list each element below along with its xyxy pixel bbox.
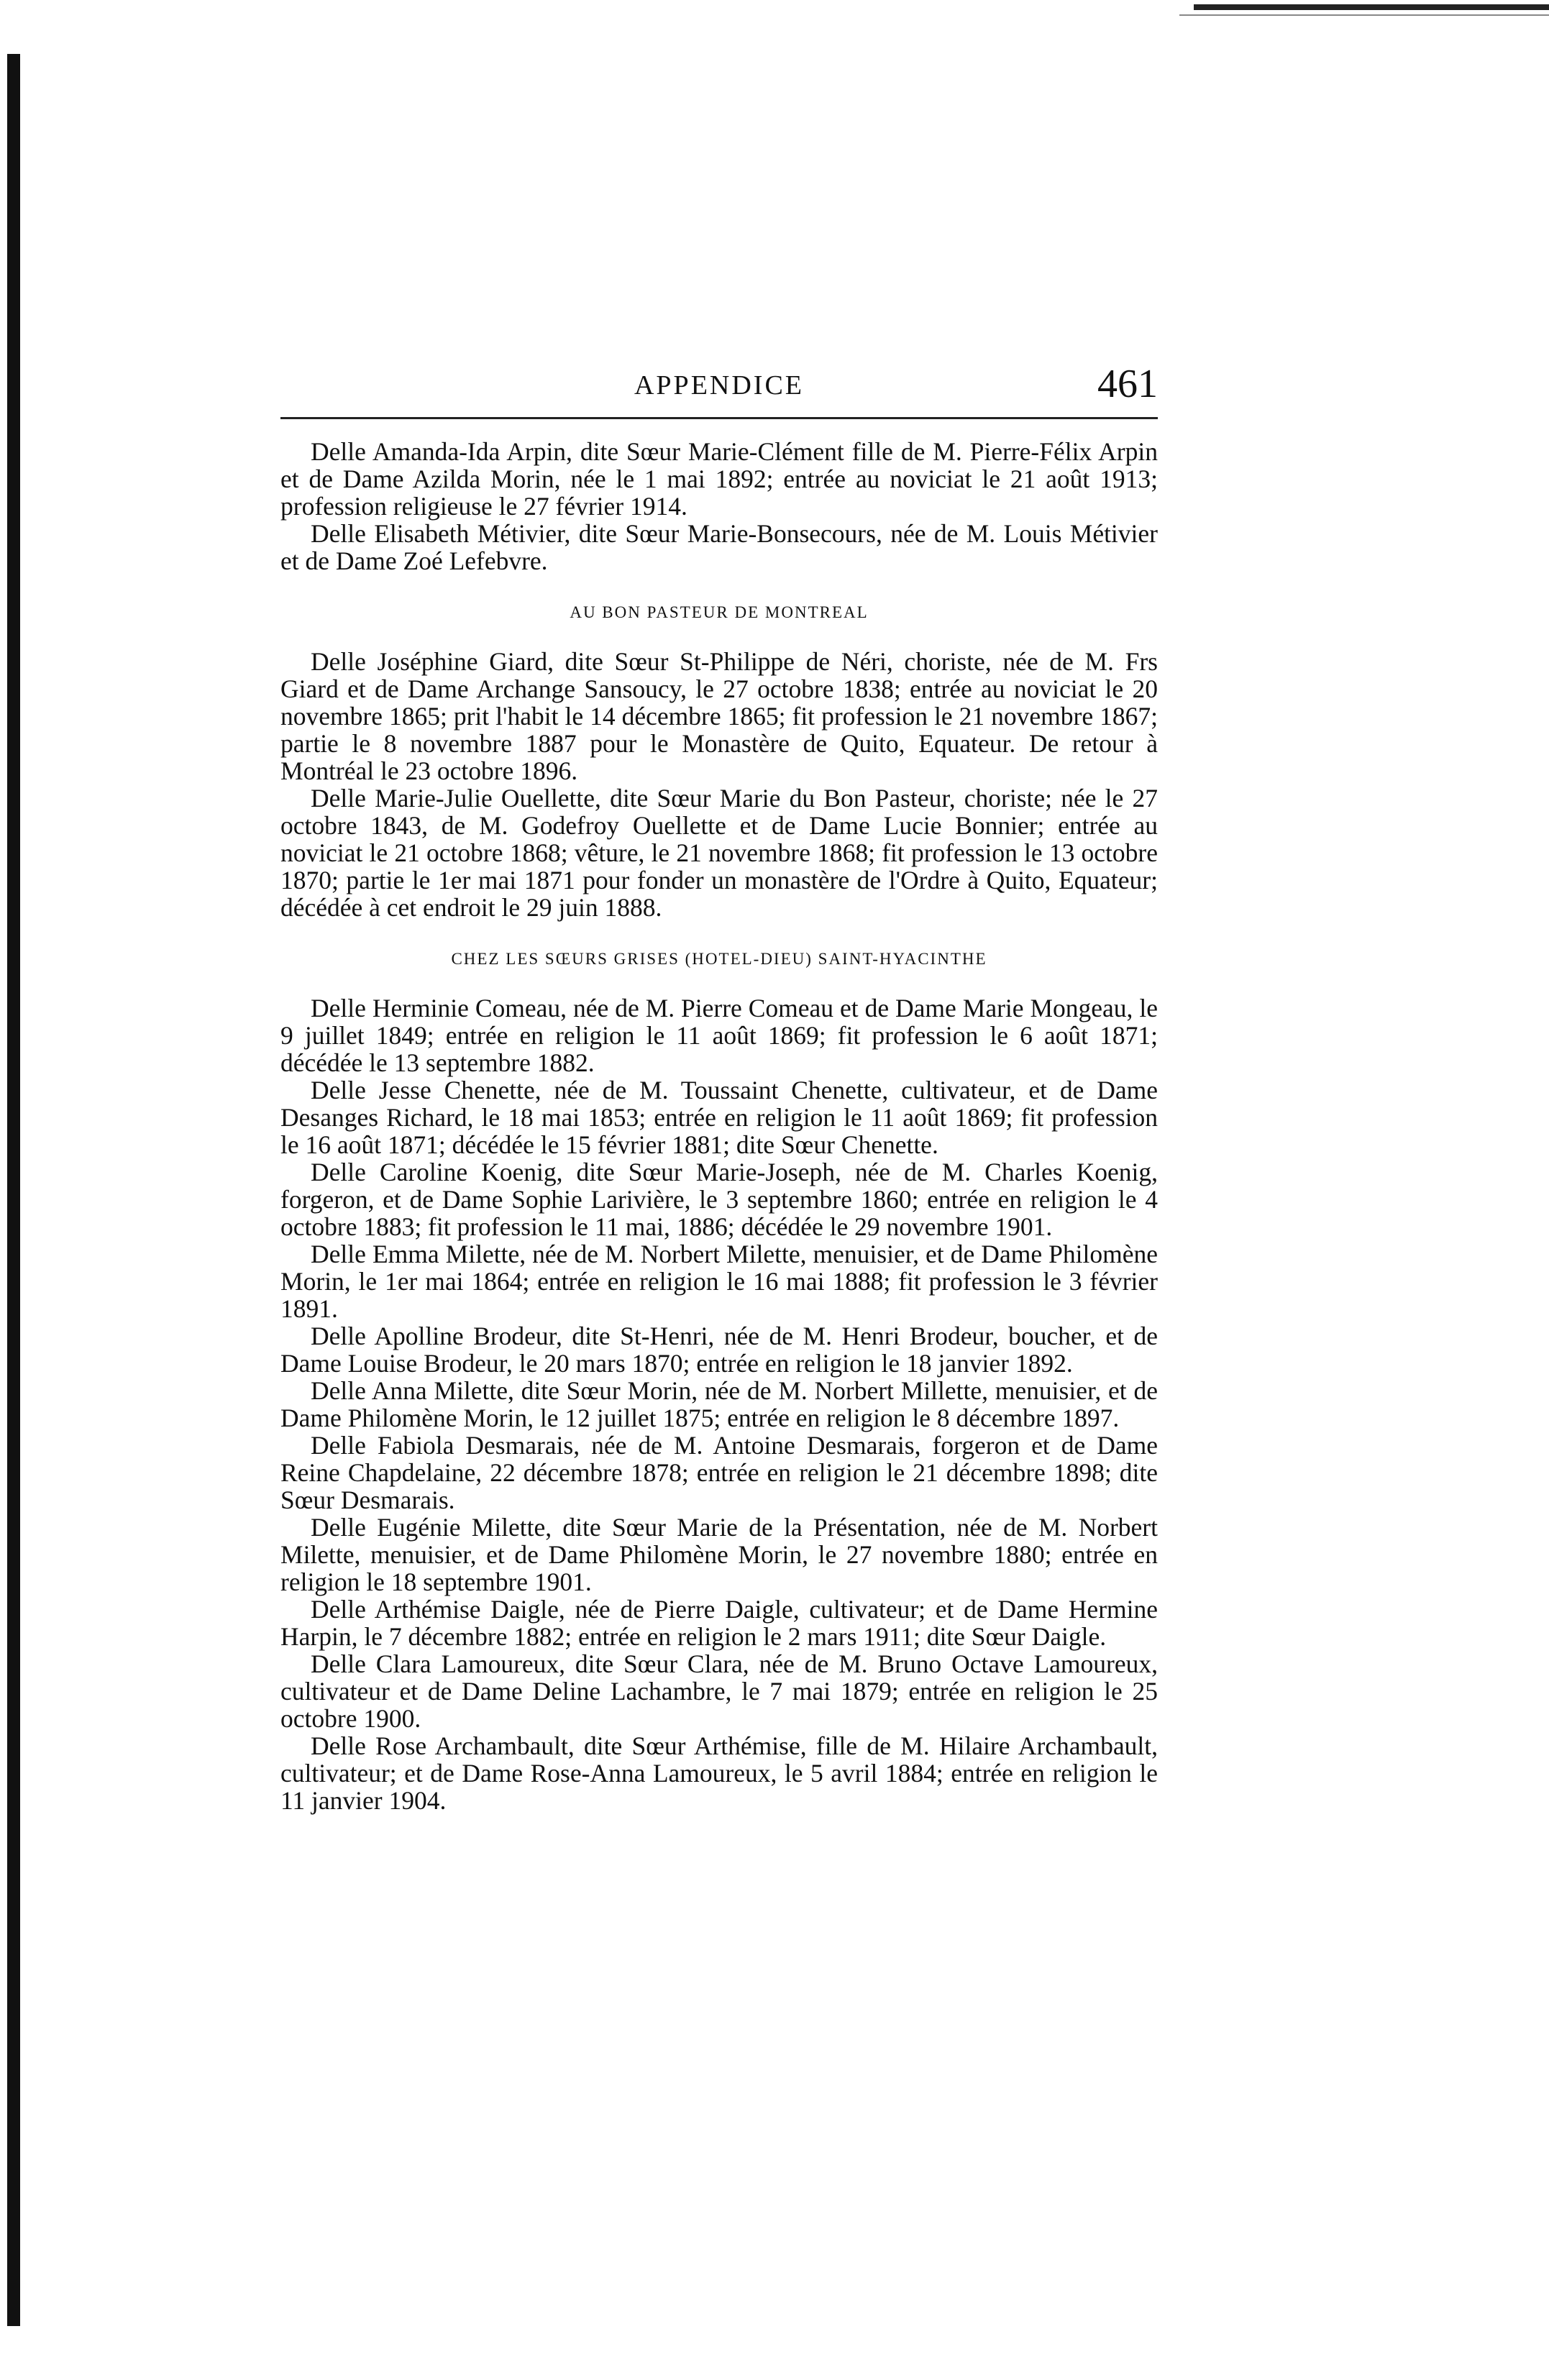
scan-edge-mark-top — [1194, 4, 1549, 10]
page-number: 461 — [1097, 362, 1158, 406]
entry-emma-milette: Delle Emma Milette, née de M. Norbert Milette, menuisier, et de Dame Philomène Morin, le 1er mai 1864; entrée en religion le 16 mai 1888; fit profession le 3 février 1891. — [280, 1240, 1158, 1323]
entry-anna-milette: Delle Anna Milette, dite Sœur Morin, née de M. Norbert Millette, menuisier, et de Dame Philomène Morin, le 12 juillet 1875; entrée en religion le 8 décembre 1897. — [280, 1376, 1158, 1432]
scan-edge-line-top — [1179, 14, 1549, 16]
entry-comeau: Delle Herminie Comeau, née de M. Pierre Comeau et de Dame Marie Mongeau, le 9 juillet 1849; entrée en religion le 11 août 1869; fit profession le 6 août 1871; décédée le 13 septembre 1882. — [280, 994, 1158, 1077]
entry-ouellette: Delle Marie-Julie Ouellette, dite Sœur Marie du Bon Pasteur, choriste; née le 27 octobre 1843, de M. Godefroy Ouellette et de Dame Lucie Bonnier; entrée au noviciat le 21 octobre 1868; vêture, le 21 novembre 1868; fit profession le 13 octobre 1870; partie le 1er mai 1871 pour fonder un monastère de l'Ordre à Quito, Equateur; décédée à cet endroit le 29 juin 1888. — [280, 784, 1158, 922]
scan-edge-mark-left — [7, 54, 20, 2326]
entry-metivier: Delle Elisabeth Métivier, dite Sœur Marie-Bonsecours, née de M. Louis Métivier et de Dame Zoé Lefebvre. — [280, 519, 1158, 575]
entry-lamoureux: Delle Clara Lamoureux, dite Sœur Clara, née de M. Bruno Octave Lamoureux, cultivateur et de Dame Deline Lachambre, le 7 mai 1879; entrée en religion le 25 octobre 1900. — [280, 1649, 1158, 1733]
entry-archambault: Delle Rose Archambault, dite Sœur Arthémise, fille de M. Hilaire Archambault, cultivateur; et de Dame Rose-Anna Lamoureux, le 5 avril 1884; entrée en religion le 11 janvier 1904. — [280, 1731, 1158, 1815]
entry-desmarais: Delle Fabiola Desmarais, née de M. Antoine Desmarais, forgeron et de Dame Reine Chapdelaine, 22 décembre 1878; entrée en religion le 21 décembre 1898; dite Sœur Desmarais. — [280, 1431, 1158, 1514]
entry-chenette: Delle Jesse Chenette, née de M. Toussaint Chenette, cultivateur, et de Dame Desanges Richard, le 18 mai 1853; entrée en religion le 11 août 1869; fit profession le 16 août 1871; décédée le 15 février 1881; dite Sœur Chenette. — [280, 1076, 1158, 1159]
book-page — [280, 360, 1158, 1814]
section-heading-soeurs-grises: CHEZ LES SŒURS GRISES (HOTEL-DIEU) SAINT-HYACINTHE — [451, 950, 987, 968]
running-header — [280, 360, 1158, 419]
entry-daigle: Delle Arthémise Daigle, née de Pierre Daigle, cultivateur; et de Dame Hermine Harpin, le 7 décembre 1882; entrée en religion le 2 mars 1911; dite Sœur Daigle. — [280, 1595, 1158, 1651]
entry-arpin: Delle Amanda-Ida Arpin, dite Sœur Marie-Clément fille de M. Pierre-Félix Arpin et de Dame Azilda Morin, née le 1 mai 1892; entrée au noviciat le 21 août 1913; profession religieuse le 27 février 1914. — [280, 437, 1158, 521]
entry-eugenie-milette: Delle Eugénie Milette, dite Sœur Marie de la Présentation, née de M. Norbert Milette, menuisier, et de Dame Philomène Morin, le 27 novembre 1880; entrée en religion le 18 septembre 1901. — [280, 1513, 1158, 1596]
entry-koenig: Delle Caroline Koenig, dite Sœur Marie-Joseph, née de M. Charles Koenig, forgeron, et de Dame Sophie Larivière, le 3 septembre 1860; entrée en religion le 4 octobre 1883; fit profession le 11 mai, 1886; décédée le 29 novembre 1901. — [280, 1158, 1158, 1241]
page-content — [280, 419, 1158, 1814]
running-title: APPENDICE — [634, 370, 805, 401]
section-heading-bon-pasteur: AU BON PASTEUR DE MONTREAL — [570, 603, 869, 621]
entry-brodeur: Delle Apolline Brodeur, dite St-Henri, née de M. Henri Brodeur, boucher, et de Dame Louise Brodeur, le 20 mars 1870; entrée en religion le 18 janvier 1892. — [280, 1322, 1158, 1378]
entry-giard: Delle Joséphine Giard, dite Sœur St-Philippe de Néri, choriste, née de M. Frs Giard et de Dame Archange Sansoucy, le 27 octobre 1838; entrée au noviciat le 20 novembre 1865; prit l'habit le 14 décembre 1865; fit profession le 21 novembre 1867; partie le 8 novembre 1887 pour le Monastère de Quito, Equateur. De retour à Montréal le 23 octobre 1896. — [280, 647, 1158, 785]
